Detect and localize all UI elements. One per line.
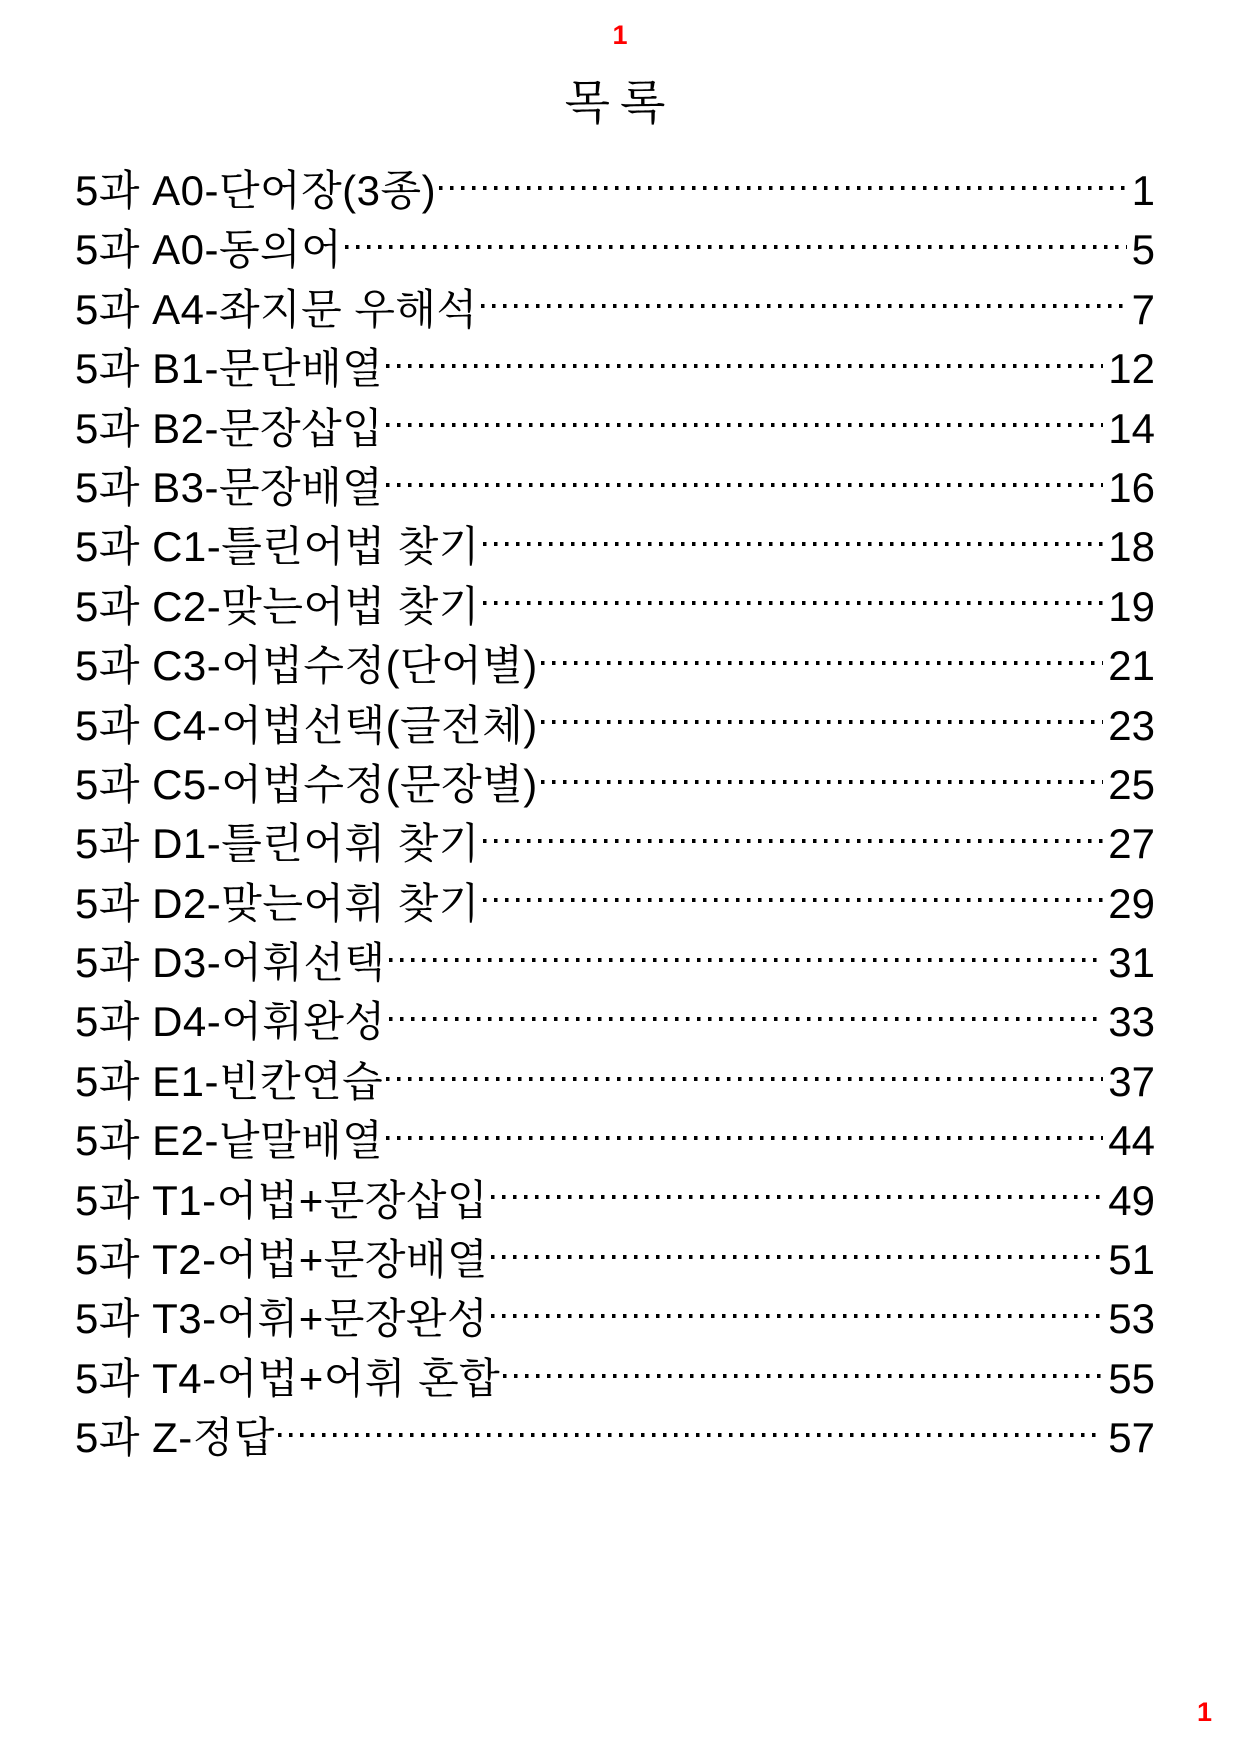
toc-entry-page: 23 (1108, 701, 1155, 749)
toc-entry-label: 5과 E1-빈칸연습 (75, 1057, 384, 1105)
toc-entry-page: 14 (1108, 404, 1155, 452)
toc-entry-page: 37 (1108, 1057, 1155, 1105)
toc-entry-label: 5과 D4-어휘완성 (75, 998, 386, 1046)
toc-entry (75, 1408, 1155, 1467)
toc-entry (75, 814, 1155, 873)
dot-leader (483, 601, 1103, 605)
toc-entry (75, 458, 1155, 517)
toc-entry-label: 5과 C2-맞는어법 찾기 (75, 582, 480, 630)
toc-entry (75, 874, 1155, 933)
toc-entry (75, 992, 1155, 1051)
dot-leader (389, 1017, 1104, 1021)
toc-entry-page: 1 (1131, 167, 1155, 214)
toc-entry (75, 696, 1155, 755)
toc-entry-page: 51 (1108, 1236, 1155, 1284)
toc-entry (75, 1171, 1155, 1230)
dot-leader (439, 186, 1127, 190)
toc-entry-label: 5과 E2-낱말배열 (75, 1117, 384, 1165)
dot-leader (491, 1314, 1103, 1318)
toc-entry-label: 5과 T2-어법+문장배열 (75, 1236, 489, 1284)
toc-entry (75, 1230, 1155, 1289)
toc-entry-label: 5과 T3-어휘+문장완성 (75, 1295, 489, 1343)
table-of-contents (75, 161, 1155, 1468)
toc-entry-page: 16 (1108, 463, 1155, 511)
toc-entry (75, 577, 1155, 636)
toc-entry-label: 5과 B2-문장삽입 (75, 404, 384, 452)
toc-entry-label: 5과 T1-어법+문장삽입 (75, 1176, 489, 1224)
dot-leader (541, 780, 1104, 784)
toc-entry-page: 53 (1108, 1295, 1155, 1343)
toc-entry (75, 399, 1155, 458)
toc-entry-label: 5과 C1-틀린어법 찾기 (75, 523, 480, 571)
dot-leader (386, 483, 1103, 487)
toc-entry-label: 5과 D3-어휘선택 (75, 939, 386, 987)
toc-entry-label: 5과 C4-어법선택(글전체) (75, 701, 538, 749)
toc-entry (75, 755, 1155, 814)
page-number-bottom: 1 (1196, 1697, 1212, 1727)
toc-entry-page: 18 (1108, 523, 1155, 571)
toc-entry-label: 5과 C5-어법수정(문장별) (75, 760, 538, 808)
dot-leader (541, 720, 1104, 724)
toc-entry (75, 339, 1155, 398)
dot-leader (386, 423, 1103, 427)
dot-leader (386, 1136, 1103, 1140)
toc-entry-page: 31 (1108, 939, 1155, 987)
toc-entry-label: 5과 A0-동의어 (75, 226, 343, 274)
toc-entry-label: 5과 D2-맞는어휘 찾기 (75, 879, 480, 927)
toc-entry-page: 29 (1108, 879, 1155, 927)
toc-entry (75, 933, 1155, 992)
toc-entry-page: 12 (1108, 345, 1155, 393)
toc-entry (75, 280, 1155, 339)
dot-leader (483, 898, 1103, 902)
dot-leader (481, 304, 1127, 308)
dot-leader (483, 542, 1103, 546)
dot-leader (278, 1433, 1103, 1437)
dot-leader (491, 1255, 1103, 1259)
dot-leader (386, 1077, 1103, 1081)
toc-entry (75, 220, 1155, 279)
toc-entry-label: 5과 C3-어법수정(단어별) (75, 642, 538, 690)
toc-entry-page: 55 (1108, 1354, 1155, 1402)
toc-entry-page: 33 (1108, 998, 1155, 1046)
toc-entry-label: 5과 A0-단어장(3종) (75, 167, 437, 214)
toc-entry (75, 1111, 1155, 1170)
dot-leader (491, 1195, 1103, 1199)
toc-entry-page: 19 (1108, 582, 1155, 630)
toc-entry-label: 5과 A4-좌지문 우해석 (75, 285, 478, 333)
toc-entry-label: 5과 T4-어법+어휘 혼합 (75, 1354, 501, 1402)
toc-entry-page: 7 (1131, 285, 1155, 333)
toc-entry-page: 44 (1108, 1117, 1155, 1165)
toc-entry (75, 1052, 1155, 1111)
toc-entry (75, 1349, 1155, 1408)
toc-entry-page: 27 (1108, 820, 1155, 868)
toc-entry-label: 5과 B1-문단배열 (75, 345, 384, 393)
toc-entry-page: 5 (1131, 226, 1155, 274)
dot-leader (541, 661, 1104, 665)
toc-entry-label: 5과 B3-문장배열 (75, 463, 384, 511)
dot-leader (483, 839, 1103, 843)
toc-entry-page: 49 (1108, 1176, 1155, 1224)
dot-leader (503, 1374, 1103, 1378)
toc-entry (75, 1289, 1155, 1348)
toc-entry (75, 161, 1155, 220)
dot-leader (345, 245, 1126, 249)
page-number-top: 1 (612, 20, 628, 50)
toc-entry-page: 21 (1108, 642, 1155, 690)
dot-leader (389, 958, 1104, 962)
toc-entry-label: 5과 Z-정답 (75, 1414, 275, 1462)
page-title: 목록 (564, 78, 676, 130)
toc-entry-label: 5과 D1-틀린어휘 찾기 (75, 820, 480, 868)
toc-entry-page: 57 (1108, 1414, 1155, 1462)
toc-entry-page: 25 (1108, 760, 1155, 808)
dot-leader (386, 364, 1103, 368)
toc-entry (75, 517, 1155, 576)
toc-entry (75, 636, 1155, 695)
